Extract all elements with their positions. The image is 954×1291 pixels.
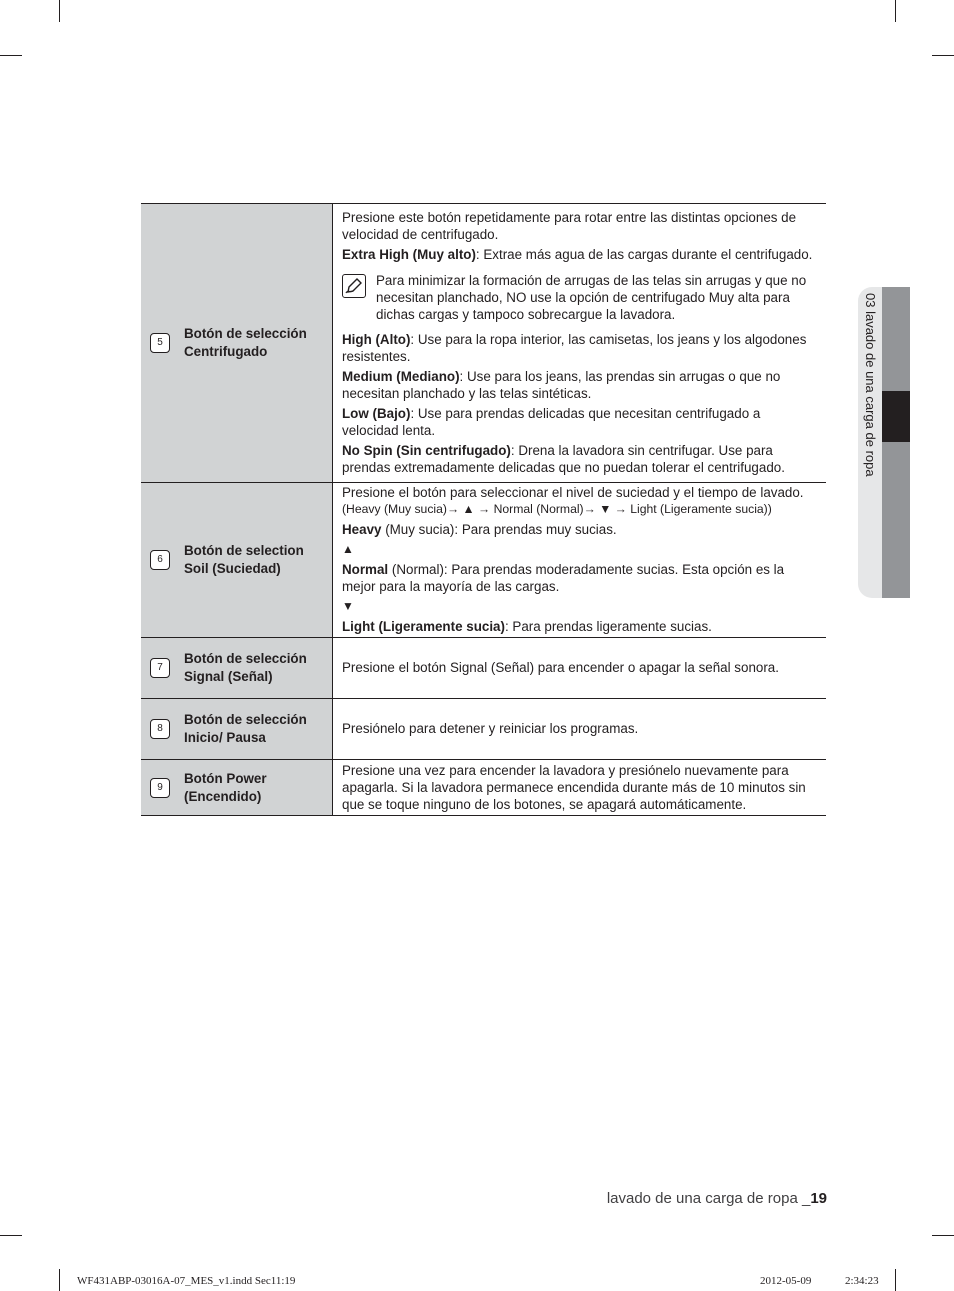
description-text: Presiónelo para detener y reiniciar los programas. xyxy=(342,721,639,736)
item-number-badge: 9 xyxy=(150,778,170,798)
crop-mark xyxy=(932,55,954,56)
table-row xyxy=(141,699,826,760)
option-text: : Use para la ropa interior, las camisetas, los jeans y los algodones resistentes. xyxy=(342,332,807,364)
crop-mark xyxy=(0,55,22,56)
option-text: (Muy sucia): Para prendas muy sucias. xyxy=(381,522,617,537)
chapter-tab-marker xyxy=(882,391,910,442)
control-panel-table xyxy=(141,203,826,816)
item-number-badge: 6 xyxy=(150,550,170,570)
description-text: Presione el botón Signal (Señal) para encender o apagar la señal sonora. xyxy=(342,660,779,675)
row-label: Botón de selección Centrifugado xyxy=(184,326,307,359)
crop-mark xyxy=(895,1269,896,1291)
option-name: No Spin (Sin centrifugado) xyxy=(342,443,511,458)
down-arrow-icon: ▼ xyxy=(342,599,354,613)
crop-mark xyxy=(0,1235,22,1236)
option-text: (Normal): Para prendas moderadamente sucias. Esta opción es la mejor para la mayoría de las cargas. xyxy=(342,562,785,594)
description-text: Presione una vez para encender la lavadora y presiónelo nuevamente para apagarla. Si la lavadora permanece encendida durante más de 10 minutos sin que se toque ninguno de los botones, se apagará automáticamente. xyxy=(342,762,806,812)
option-name: Light (Ligeramente sucia) xyxy=(342,619,505,634)
option-name: Normal xyxy=(342,562,389,577)
row-label-cell xyxy=(141,204,333,483)
row-description xyxy=(333,699,827,760)
row-label: Botón de selection Soil (Suciedad) xyxy=(184,543,304,576)
row-label: Botón de selección Signal (Señal) xyxy=(184,651,307,684)
crop-mark xyxy=(59,1269,60,1291)
up-arrow-icon: ▲ xyxy=(342,542,354,556)
sequence-text: (Heavy (Muy sucia)→ ▲ → Normal (Normal)→ ▼ → Light (Ligeramente sucia)) xyxy=(342,502,772,516)
option-text: : Use para prendas delicadas que necesitan centrifugado a velocidad lenta. xyxy=(342,406,761,438)
row-label-cell xyxy=(141,760,333,816)
option-name: Heavy xyxy=(342,522,382,537)
row-label-cell xyxy=(141,483,333,638)
print-slug-file: WF431ABP-03016A-07_MES_v1.indd Sec11:19 xyxy=(77,1275,296,1287)
row-label-cell xyxy=(141,699,333,760)
row-description xyxy=(333,760,827,816)
item-number-badge: 7 xyxy=(150,658,170,678)
description-text: Presione este botón repetidamente para rotar entre las distintas opciones de velocidad de centrifugado. xyxy=(342,210,797,242)
row-label: Botón de selección Inicio/ Pausa xyxy=(184,712,307,745)
option-name: Low (Bajo) xyxy=(342,406,411,421)
description-text: Presione el botón para seleccionar el nivel de suciedad y el tiempo de lavado. xyxy=(342,485,804,500)
option-text: : Use para los jeans, las prendas sin arrugas o que no necesitan planchado y las telas sintéticas. xyxy=(342,369,781,401)
row-description xyxy=(333,638,827,699)
item-number-badge: 5 xyxy=(150,333,170,353)
page-footer xyxy=(607,1190,827,1207)
chapter-tab-label: 03 lavado de una carga de ropa xyxy=(863,293,878,477)
footer-title: lavado de una carga de ropa _ xyxy=(606,1190,811,1207)
print-slug-time: 2:34:23 xyxy=(845,1275,879,1287)
table-row xyxy=(141,638,826,699)
item-number-badge: 8 xyxy=(150,719,170,739)
table-row xyxy=(141,204,826,483)
row-description xyxy=(333,204,827,483)
note-text: Para minimizar la formación de arrugas de las telas sin arrugas y que no necesitan planchado, NO use la opción de centrifugado Muy alta para dichas cargas y tampoco sobrecargue la lavadora. xyxy=(376,273,807,322)
option-text: : Para prendas ligeramente sucias. xyxy=(504,619,712,634)
option-name: Extra High (Muy alto) xyxy=(342,247,476,262)
crop-mark xyxy=(932,1235,954,1236)
page-number: 19 xyxy=(810,1190,827,1207)
note-pencil-icon xyxy=(342,274,366,298)
option-name: High (Alto) xyxy=(342,332,411,347)
option-text: : Extrae más agua de las cargas durante el centrifugado. xyxy=(475,247,813,262)
row-label-cell xyxy=(141,638,333,699)
note-box xyxy=(342,272,820,323)
table-row xyxy=(141,760,826,816)
print-slug-date: 2012-05-09 xyxy=(760,1275,812,1287)
table-row xyxy=(141,483,826,638)
option-name: Medium (Mediano) xyxy=(342,369,460,384)
option-text: : Drena la lavadora sin centrifugar. Use para prendas extremadamente delicadas que no puedan tolerar el centrifugado. xyxy=(342,443,785,475)
row-description xyxy=(333,483,827,638)
crop-mark xyxy=(59,0,60,22)
chapter-tab-strip xyxy=(882,287,910,598)
row-label: Botón Power (Encendido) xyxy=(184,770,267,804)
crop-mark xyxy=(895,0,896,22)
